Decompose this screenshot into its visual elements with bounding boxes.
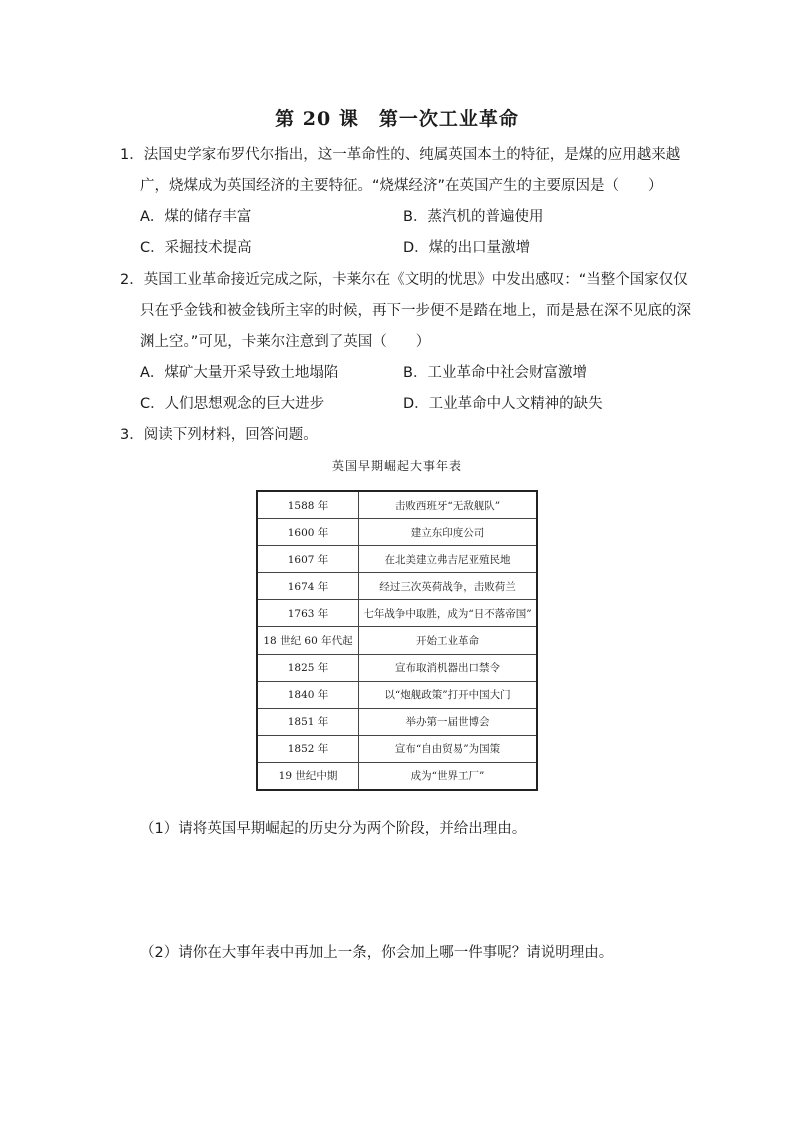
question-2-option-d[interactable]: D．工业革命中人文精神的缺失 — [403, 396, 603, 412]
question-2-text-cont-2: 渊上空。”可见，卡莱尔注意到了英国（ ） — [140, 334, 431, 350]
question-1-text-cont: 广，烧煤成为英国经济的主要特征。“烧煤经济”在英国产生的主要原因是（ ） — [140, 178, 663, 194]
table-row — [257, 735, 537, 762]
table-cell-year: 19 世纪中期 — [257, 762, 359, 790]
question-3-text: 3．阅读下列材料，回答问题。 — [120, 427, 318, 443]
table-cell-event: 在北美建立弗吉尼亚殖民地 — [359, 546, 538, 573]
table-cell-event: 成为“世界工厂” — [359, 762, 538, 790]
table-row — [257, 762, 537, 790]
table-row — [257, 546, 537, 573]
table-cell-event: 经过三次英荷战争，击败荷兰 — [359, 573, 538, 600]
question-3-sub-2: （2）请你在大事年表中再加上一条，你会加上哪一件事呢？请说明理由。 — [140, 945, 614, 961]
table-cell-event: 开始工业革命 — [359, 627, 538, 654]
table-cell-year: 1600 年 — [257, 519, 359, 546]
table-row — [257, 654, 537, 681]
table-cell-year: 1851 年 — [257, 708, 359, 735]
table-row — [257, 519, 537, 546]
table-cell-event: 建立东印度公司 — [359, 519, 538, 546]
table-cell-year: 1825 年 — [257, 654, 359, 681]
table-cell-year: 1588 年 — [257, 491, 359, 519]
table-cell-year: 18 世纪 60 年代起 — [257, 627, 359, 654]
table-cell-event: 击败西班牙“无敌舰队” — [359, 491, 538, 519]
table-row — [257, 708, 537, 735]
table-cell-event: 宣布“自由贸易”为国策 — [359, 735, 538, 762]
table-cell-event: 宣布取消机器出口禁令 — [359, 654, 538, 681]
table-row — [257, 491, 537, 519]
question-2-option-c[interactable]: C．人们思想观念的巨大进步 — [140, 396, 325, 412]
table-cell-event: 以“炮舰政策”打开中国大门 — [359, 681, 538, 708]
table-row — [257, 573, 537, 600]
table-cell-year: 1840 年 — [257, 681, 359, 708]
table-cell-year: 1674 年 — [257, 573, 359, 600]
table-row — [257, 681, 537, 708]
question-3-sub-1: （1）请将英国早期崛起的历史分为两个阶段，并给出理由。 — [140, 821, 527, 837]
table-row — [257, 600, 537, 627]
question-2-text: 2．英国工业革命接近完成之际，卡莱尔在《文明的忧思》中发出感叹：“当整个国家仅仅 — [120, 272, 688, 288]
table-cell-year: 1763 年 — [257, 600, 359, 627]
page-title: 第 20 课 第一次工业革命 — [275, 108, 519, 130]
events-table — [256, 490, 538, 791]
table-cell-event: 举办第一届世博会 — [359, 708, 538, 735]
table-cell-year: 1607 年 — [257, 546, 359, 573]
question-2-text-cont-1: 只在乎金钱和被金钱所主宰的时候，再下一步便不是踏在地上，而是悬在深不见底的深 — [140, 303, 691, 319]
table-cell-year: 1852 年 — [257, 735, 359, 762]
question-1-option-c[interactable]: C．采掘技术提高 — [140, 240, 252, 256]
question-2-option-a[interactable]: A．煤矿大量开采导致土地塌陷 — [140, 365, 339, 381]
question-1-option-d[interactable]: D．煤的出口量激增 — [403, 240, 531, 256]
question-1-text: 1．法国史学家布罗代尔指出，这一革命性的、纯属英国本土的特征，是煤的应用越来越 — [120, 147, 681, 163]
table-caption: 英国早期崛起大事年表 — [331, 459, 462, 473]
question-1-option-a[interactable]: A．煤的储存丰富 — [140, 209, 252, 225]
question-1-option-b[interactable]: B．蒸汽机的普遍使用 — [403, 209, 544, 225]
table-cell-event: 七年战争中取胜，成为“日不落帝国” — [359, 600, 538, 627]
table-row — [257, 627, 537, 654]
question-2-option-b[interactable]: B．工业革命中社会财富激增 — [403, 365, 587, 381]
